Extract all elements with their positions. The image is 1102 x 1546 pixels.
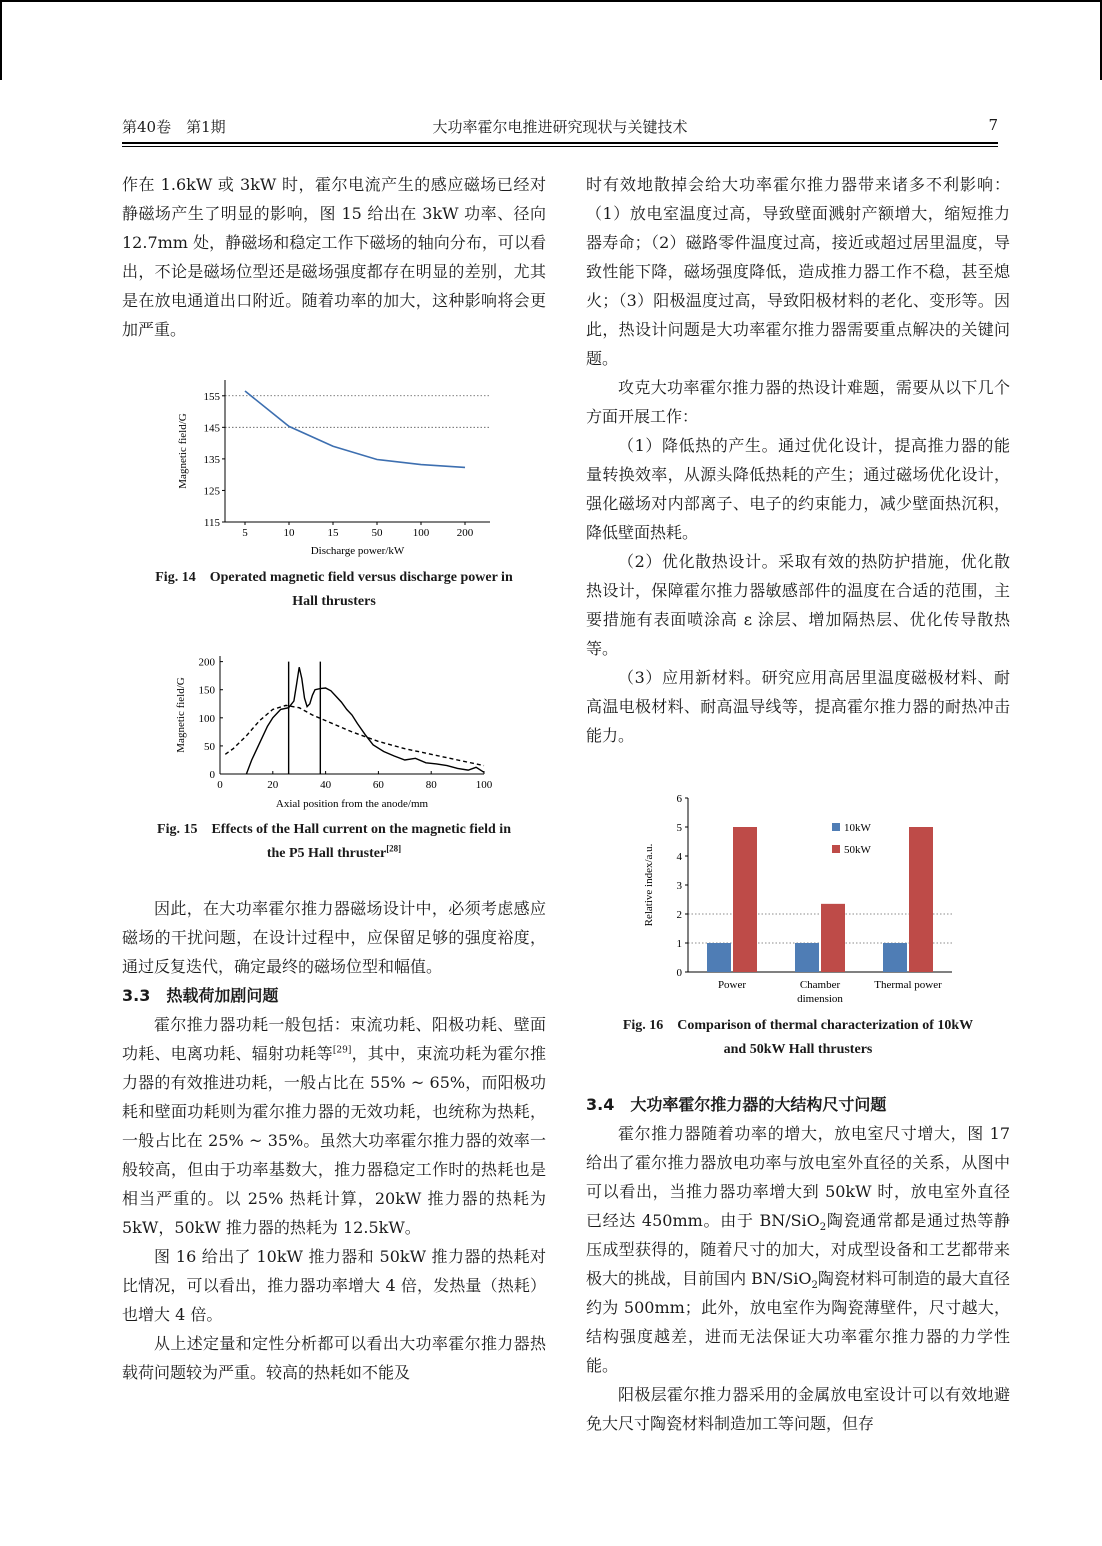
x-tick-label: 10	[283, 527, 295, 539]
fig14-caption-line2: Hall thrusters	[292, 594, 376, 609]
x-tick-label: 5	[242, 527, 248, 539]
section-heading-3-3: 3.3 热载荷加剧问题	[122, 986, 279, 1005]
paragraph: 时有效地散掉会给大功率霍尔推力器带来诸多不利影响：（1）放电室温度过高，导致壁面溅射产额增大，缩短推力器寿命；（2）磁路零件温度过高，接近或超过居里温度，导致性能下降，磁场强度降低，造成推力器工作不稳，甚至熄火；（3）阳极温度过高，导致阳极材料的老化、变形等。因此，热设计问题是大功率霍尔推力器需要重点解决的关键问题。	[586, 175, 1010, 368]
legend-swatch-50kW	[832, 845, 840, 853]
paragraph-text: ，其中，束流功耗为霍尔推力器的有效推进功耗，一般占比在 55% ~ 65%，而阳极功耗和壁面功耗则为霍尔推力器的无效功耗，也统称为热耗，一般占比在 25% ~ 35%。虽然大功率霍尔推力器的效率一般较高，但由于功率基数大，推力器稳定工作时的热耗也是相当严重的。以 25% 热耗计算，20kW 推力器的热耗为 5kW，50kW 推力器的热耗为 12.5kW。	[122, 1044, 546, 1237]
y-tick-label: 100	[198, 712, 215, 725]
y-tick-label: 135	[203, 453, 220, 466]
bar-10kW	[883, 943, 907, 972]
x-axis-label: Axial position from the anode/mm	[275, 798, 429, 810]
series-line-dashed	[225, 705, 484, 765]
y-tick-label: 150	[198, 684, 215, 697]
subscript: 2	[811, 1280, 818, 1292]
series-line-solid	[246, 667, 484, 774]
x-tick-label: 50	[371, 527, 383, 539]
legend-swatch-10kW	[832, 823, 840, 831]
x-tick-label: 200	[456, 527, 474, 539]
y-tick-label: 0	[209, 769, 215, 781]
fig16-caption-line1: Fig. 16 Comparison of thermal characterization of 10kW	[622, 1018, 974, 1033]
subscript: 2	[819, 1222, 827, 1234]
y-tick-label: 2	[676, 909, 682, 921]
fig15-chart	[168, 648, 508, 814]
running-header	[122, 116, 998, 140]
paragraph: （2）优化散热设计。采取有效的热防护措施，优化散热设计，保障霍尔推力器敏感部件的温度在合适的范围，主要措施有表面喷涂高 ε 涂层、增加隔热层、优化传导散热等。	[586, 552, 1010, 658]
page-number: 7	[988, 116, 998, 134]
bar-10kW	[707, 943, 731, 972]
x-axis-label: Discharge power/kW	[310, 545, 405, 557]
paragraph: （1）降低热的产生。通过优化设计，提高推力器的能量转换效率，从源头降低热耗的产生；通过磁场优化设计，强化磁场对内部离子、电子的约束能力，减少壁面热沉积，降低壁面热耗。	[586, 436, 1010, 542]
fig14-caption-line1: Fig. 14 Operated magnetic field versus discharge power in	[155, 570, 513, 585]
fig16-caption	[586, 1014, 1010, 1062]
y-tick-label: 1	[676, 938, 682, 950]
x-tick-label: 40	[320, 779, 332, 791]
x-tick-label: 20	[267, 779, 279, 791]
page-frame-top	[0, 0, 1102, 2]
y-tick-label: 145	[203, 422, 220, 435]
x-tick-label: 15	[327, 527, 339, 539]
paragraph-text: 霍尔推力器随着功率的增大，放电室尺寸增大，图 17 给出了霍尔推力器放电功率与放电室外直径的关系，从图中可以看出，当推力器功率增大到 50kW 时，放电室外直径已经达 450mm。由于 BN/SiO	[586, 1124, 1010, 1230]
journal-volume: 第40卷 第1期	[122, 118, 226, 136]
x-tick-label: Chamber	[799, 979, 841, 991]
fig16-caption-line2: and 50kW Hall thrusters	[723, 1042, 873, 1057]
y-tick-label: 4	[676, 851, 682, 863]
bar-50kW	[909, 827, 933, 972]
x-tick-label: 100	[412, 527, 430, 539]
x-tick-label: dimension	[797, 993, 843, 1005]
y-axis-label: Magnetic field/G	[177, 413, 189, 489]
fig14-caption	[122, 566, 546, 614]
page-frame-left	[0, 0, 2, 80]
bar-50kW	[821, 904, 845, 972]
y-tick-label: 6	[676, 793, 682, 805]
fig15-caption	[122, 818, 546, 866]
fig14-chart	[170, 372, 500, 564]
y-tick-label: 5	[676, 822, 682, 834]
y-axis-label: Magnetic field/G	[175, 677, 187, 753]
legend-label: 10kW	[844, 822, 871, 834]
running-title: 大功率霍尔电推进研究现状与关键技术	[432, 118, 688, 136]
y-axis-label: Relative index/a.u.	[643, 843, 655, 927]
left-column-top	[122, 170, 546, 344]
paragraph	[586, 1119, 1010, 1380]
paragraph: 作在 1.6kW 或 3kW 时，霍尔电流产生的感应磁场已经对静磁场产生了明显的影响，图 15 给出在 3kW 功率、径向 12.7mm 处，静磁场和稳定工作下磁场的轴向分布，可以看出，不论是磁场位型还是磁场强度都存在明显的差别，尤其是在放电通道出口附近。随着功率的加大，这种影响将会更加严重。	[122, 175, 546, 339]
x-tick-label: Power	[717, 979, 747, 991]
paragraph: 图 16 给出了 10kW 推力器和 50kW 推力器的热耗对比情况，可以看出，推力器功率增大 4 倍，发热量（热耗）也增大 4 倍。	[122, 1247, 546, 1324]
y-tick-label: 0	[676, 967, 682, 979]
left-column-bottom	[122, 894, 546, 1387]
paragraph: （3）应用新材料。研究应用高居里温度磁极材料、耐高温电极材料、耐高温导线等，提高霍尔推力器的耐热冲击能力。	[586, 668, 1010, 745]
paragraph: 阳极层霍尔推力器采用的金属放电室设计可以有效地避免大尺寸陶瓷材料制造加工等问题，但存	[586, 1385, 1010, 1433]
paragraph: 攻克大功率霍尔推力器的热设计难题，需要从以下几个方面开展工作：	[586, 378, 1010, 426]
y-tick-label: 50	[204, 740, 215, 753]
paragraph: 因此，在大功率霍尔推力器磁场设计中，必须考虑感应磁场的干扰问题，在设计过程中，应保留足够的强度裕度，通过反复迭代，确定最终的磁场位型和幅值。	[122, 899, 546, 976]
paragraph-text: 陶瓷材料可制造的最大直径约为 500mm；此外，放电室作为陶瓷薄壁件，尺寸越大，结构强度越差，进而无法保证大功率霍尔推力器的力学性能。	[586, 1269, 1010, 1375]
fig16-chart	[636, 790, 966, 1012]
header-rule-thin	[122, 146, 998, 147]
fig15-citation: [28]	[386, 843, 402, 854]
bar-10kW	[795, 943, 819, 972]
y-tick-label: 3	[676, 880, 682, 892]
fig15-caption-line2	[122, 842, 546, 866]
header-rule-thick	[122, 142, 998, 144]
paragraph-text: 霍尔推力器功耗一般包括：束流功耗、阳极功耗、壁面功耗、电离功耗、辐射功耗等	[122, 1015, 546, 1063]
right-column-bottom	[586, 1090, 1010, 1438]
paragraph	[122, 1010, 546, 1242]
paragraph: 从上述定量和定性分析都可以看出大功率霍尔推力器热载荷问题较为严重。较高的热耗如不能及	[122, 1334, 546, 1382]
x-tick-label: Thermal power	[874, 979, 942, 991]
fig15-caption-text: the P5 Hall thruster	[266, 846, 387, 861]
x-tick-label: 100	[475, 779, 493, 791]
y-tick-label: 200	[198, 656, 215, 669]
x-tick-label: 0	[217, 779, 223, 791]
bar-50kW	[733, 827, 757, 972]
x-tick-label: 80	[425, 779, 437, 791]
fig15-caption-line1: Fig. 15 Effects of the Hall current on the magnetic field in	[157, 822, 511, 837]
y-tick-label: 115	[203, 517, 220, 529]
x-tick-label: 60	[372, 779, 384, 791]
y-tick-label: 155	[203, 390, 220, 403]
right-column-top	[586, 170, 1010, 750]
y-tick-label: 125	[203, 485, 220, 498]
citation: [29]	[332, 1045, 352, 1056]
legend-label: 50kW	[844, 844, 871, 856]
section-heading-3-4: 3.4 大功率霍尔推力器的大结构尺寸问题	[586, 1095, 887, 1114]
series-line	[245, 391, 465, 467]
paragraph-text: 陶瓷通常都是通过热等静压成型获得的，随着尺寸的加大，对成型设备和工艺都带来极大的挑战，目前国内 BN/SiO	[586, 1211, 1010, 1288]
